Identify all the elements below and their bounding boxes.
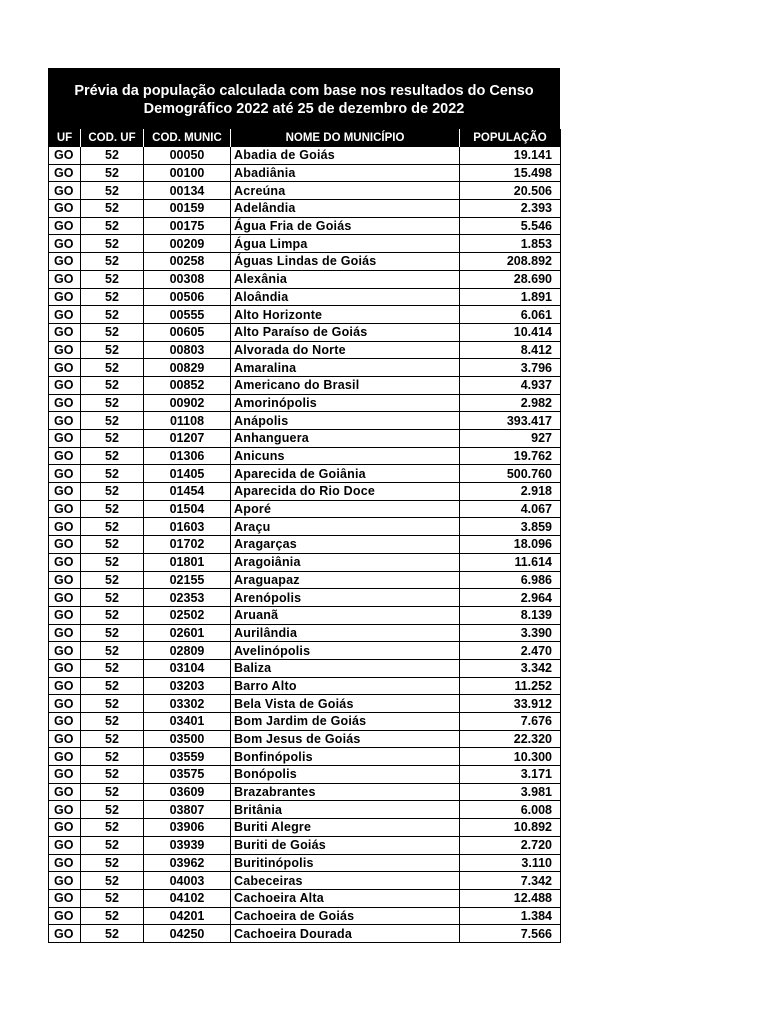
cell-municipio-name: Amorinópolis [231, 394, 460, 412]
cell-uf: GO [49, 659, 81, 677]
table-title [48, 68, 560, 129]
cell-municipio-name: Arenópolis [231, 589, 460, 607]
cell-cod-uf: 52 [81, 730, 144, 748]
cell-cod-uf: 52 [81, 748, 144, 766]
cell-cod-munic: 04003 [144, 872, 231, 890]
cell-municipio-name: Avelinópolis [231, 642, 460, 660]
table-row [49, 465, 561, 483]
header-cod-munic: COD. MUNIC [144, 129, 231, 147]
cell-municipio-name: Aporé [231, 500, 460, 518]
cell-cod-uf: 52 [81, 412, 144, 430]
cell-cod-munic: 00159 [144, 200, 231, 218]
cell-cod-munic: 02502 [144, 606, 231, 624]
cell-cod-uf: 52 [81, 323, 144, 341]
cell-uf: GO [49, 748, 81, 766]
cell-cod-uf: 52 [81, 394, 144, 412]
cell-cod-uf: 52 [81, 465, 144, 483]
cell-uf: GO [49, 677, 81, 695]
cell-uf: GO [49, 394, 81, 412]
cell-uf: GO [49, 341, 81, 359]
cell-municipio-name: Buriti de Goiás [231, 836, 460, 854]
cell-municipio-name: Cabeceiras [231, 872, 460, 890]
table-row [49, 889, 561, 907]
cell-cod-munic: 01207 [144, 430, 231, 448]
cell-cod-munic: 02601 [144, 624, 231, 642]
cell-municipio-name: Americano do Brasil [231, 376, 460, 394]
cell-cod-munic: 03559 [144, 748, 231, 766]
cell-uf: GO [49, 925, 81, 943]
cell-uf: GO [49, 854, 81, 872]
cell-cod-munic: 00902 [144, 394, 231, 412]
cell-cod-uf: 52 [81, 147, 144, 165]
cell-cod-munic: 00852 [144, 376, 231, 394]
table-row [49, 624, 561, 642]
cell-cod-munic: 04102 [144, 889, 231, 907]
cell-populacao: 2.964 [460, 589, 561, 607]
cell-populacao: 10.300 [460, 748, 561, 766]
cell-municipio-name: Britânia [231, 801, 460, 819]
table-row [49, 253, 561, 271]
table-row [49, 430, 561, 448]
cell-cod-uf: 52 [81, 536, 144, 554]
cell-cod-munic: 00829 [144, 359, 231, 377]
table-row [49, 341, 561, 359]
cell-populacao: 22.320 [460, 730, 561, 748]
cell-uf: GO [49, 801, 81, 819]
cell-cod-uf: 52 [81, 217, 144, 235]
cell-cod-munic: 04250 [144, 925, 231, 943]
cell-cod-munic: 00803 [144, 341, 231, 359]
cell-cod-uf: 52 [81, 819, 144, 837]
table-row [49, 695, 561, 713]
cell-cod-munic: 00308 [144, 270, 231, 288]
header-row [49, 129, 561, 147]
table-row [49, 500, 561, 518]
table-row [49, 536, 561, 554]
cell-cod-uf: 52 [81, 341, 144, 359]
cell-cod-munic: 00258 [144, 253, 231, 271]
cell-uf: GO [49, 589, 81, 607]
cell-cod-uf: 52 [81, 783, 144, 801]
cell-cod-uf: 52 [81, 430, 144, 448]
cell-uf: GO [49, 430, 81, 448]
cell-uf: GO [49, 872, 81, 890]
cell-uf: GO [49, 164, 81, 182]
cell-cod-uf: 52 [81, 854, 144, 872]
cell-populacao: 7.566 [460, 925, 561, 943]
cell-populacao: 20.506 [460, 182, 561, 200]
table-row [49, 589, 561, 607]
cell-cod-munic: 03302 [144, 695, 231, 713]
table-row [49, 907, 561, 925]
cell-uf: GO [49, 376, 81, 394]
cell-cod-munic: 01801 [144, 553, 231, 571]
cell-populacao: 3.981 [460, 783, 561, 801]
table-row [49, 819, 561, 837]
table-row [49, 306, 561, 324]
population-table [48, 129, 561, 943]
table-row [49, 376, 561, 394]
cell-cod-uf: 52 [81, 288, 144, 306]
cell-municipio-name: Bonfinópolis [231, 748, 460, 766]
cell-municipio-name: Aruanã [231, 606, 460, 624]
cell-cod-uf: 52 [81, 713, 144, 731]
cell-uf: GO [49, 553, 81, 571]
cell-municipio-name: Aragoiânia [231, 553, 460, 571]
table-row [49, 748, 561, 766]
cell-cod-munic: 00209 [144, 235, 231, 253]
cell-uf: GO [49, 907, 81, 925]
cell-populacao: 2.918 [460, 483, 561, 501]
cell-uf: GO [49, 695, 81, 713]
cell-cod-uf: 52 [81, 359, 144, 377]
cell-cod-uf: 52 [81, 624, 144, 642]
cell-populacao: 7.676 [460, 713, 561, 731]
cell-populacao: 2.393 [460, 200, 561, 218]
cell-populacao: 3.110 [460, 854, 561, 872]
cell-populacao: 8.139 [460, 606, 561, 624]
cell-municipio-name: Brazabrantes [231, 783, 460, 801]
cell-municipio-name: Bonópolis [231, 766, 460, 784]
table-row [49, 872, 561, 890]
table-row [49, 783, 561, 801]
table-row [49, 553, 561, 571]
cell-uf: GO [49, 359, 81, 377]
cell-cod-uf: 52 [81, 553, 144, 571]
cell-uf: GO [49, 200, 81, 218]
cell-cod-munic: 03575 [144, 766, 231, 784]
cell-municipio-name: Águas Lindas de Goiás [231, 253, 460, 271]
cell-uf: GO [49, 447, 81, 465]
cell-uf: GO [49, 571, 81, 589]
cell-cod-uf: 52 [81, 606, 144, 624]
cell-uf: GO [49, 819, 81, 837]
title-line-1: Prévia da população calculada com base nos resultados do Censo [74, 83, 534, 99]
cell-municipio-name: Buritinópolis [231, 854, 460, 872]
cell-populacao: 6.061 [460, 306, 561, 324]
cell-uf: GO [49, 235, 81, 253]
cell-cod-munic: 02155 [144, 571, 231, 589]
table-row [49, 182, 561, 200]
cell-cod-munic: 01454 [144, 483, 231, 501]
cell-populacao: 208.892 [460, 253, 561, 271]
table-row [49, 571, 561, 589]
table-row [49, 801, 561, 819]
cell-municipio-name: Adelândia [231, 200, 460, 218]
title-line-2: Demográfico 2022 até 25 de dezembro de 2022 [143, 101, 465, 117]
table-row [49, 270, 561, 288]
cell-municipio-name: Buriti Alegre [231, 819, 460, 837]
table-row [49, 730, 561, 748]
header-cod-uf: COD. UF [81, 129, 144, 147]
cell-cod-uf: 52 [81, 483, 144, 501]
cell-populacao: 28.690 [460, 270, 561, 288]
cell-municipio-name: Aparecida do Rio Doce [231, 483, 460, 501]
cell-cod-uf: 52 [81, 925, 144, 943]
cell-cod-uf: 52 [81, 677, 144, 695]
cell-municipio-name: Anápolis [231, 412, 460, 430]
cell-populacao: 10.414 [460, 323, 561, 341]
cell-cod-uf: 52 [81, 836, 144, 854]
cell-cod-uf: 52 [81, 182, 144, 200]
cell-cod-munic: 03906 [144, 819, 231, 837]
cell-municipio-name: Barro Alto [231, 677, 460, 695]
table-row [49, 217, 561, 235]
cell-cod-munic: 03807 [144, 801, 231, 819]
cell-populacao: 2.470 [460, 642, 561, 660]
cell-municipio-name: Anicuns [231, 447, 460, 465]
cell-municipio-name: Alvorada do Norte [231, 341, 460, 359]
cell-municipio-name: Aparecida de Goiânia [231, 465, 460, 483]
cell-uf: GO [49, 270, 81, 288]
table-row [49, 677, 561, 695]
cell-cod-munic: 01306 [144, 447, 231, 465]
cell-cod-munic: 01405 [144, 465, 231, 483]
table-row [49, 288, 561, 306]
cell-populacao: 7.342 [460, 872, 561, 890]
cell-populacao: 2.720 [460, 836, 561, 854]
cell-cod-munic: 01504 [144, 500, 231, 518]
cell-populacao: 5.546 [460, 217, 561, 235]
cell-cod-uf: 52 [81, 200, 144, 218]
cell-cod-munic: 02809 [144, 642, 231, 660]
cell-cod-uf: 52 [81, 376, 144, 394]
cell-cod-uf: 52 [81, 518, 144, 536]
cell-cod-munic: 00605 [144, 323, 231, 341]
cell-uf: GO [49, 624, 81, 642]
cell-populacao: 3.171 [460, 766, 561, 784]
cell-municipio-name: Bela Vista de Goiás [231, 695, 460, 713]
cell-populacao: 15.498 [460, 164, 561, 182]
cell-cod-munic: 03401 [144, 713, 231, 731]
cell-cod-uf: 52 [81, 164, 144, 182]
cell-municipio-name: Alexânia [231, 270, 460, 288]
cell-populacao: 18.096 [460, 536, 561, 554]
cell-uf: GO [49, 783, 81, 801]
cell-cod-munic: 00100 [144, 164, 231, 182]
cell-cod-uf: 52 [81, 889, 144, 907]
cell-cod-uf: 52 [81, 571, 144, 589]
table-row [49, 323, 561, 341]
table-row [49, 766, 561, 784]
cell-municipio-name: Cachoeira Dourada [231, 925, 460, 943]
header-populacao: POPULAÇÃO [460, 129, 561, 147]
cell-populacao: 19.141 [460, 147, 561, 165]
cell-uf: GO [49, 323, 81, 341]
table-row [49, 713, 561, 731]
cell-municipio-name: Aurilândia [231, 624, 460, 642]
cell-populacao: 12.488 [460, 889, 561, 907]
table-row [49, 394, 561, 412]
cell-cod-munic: 00134 [144, 182, 231, 200]
table-row [49, 412, 561, 430]
cell-populacao: 33.912 [460, 695, 561, 713]
cell-cod-uf: 52 [81, 872, 144, 890]
cell-cod-uf: 52 [81, 447, 144, 465]
cell-cod-munic: 01603 [144, 518, 231, 536]
cell-uf: GO [49, 606, 81, 624]
table-row [49, 359, 561, 377]
cell-cod-uf: 52 [81, 589, 144, 607]
table-row [49, 854, 561, 872]
cell-populacao: 11.614 [460, 553, 561, 571]
cell-municipio-name: Água Fria de Goiás [231, 217, 460, 235]
cell-municipio-name: Baliza [231, 659, 460, 677]
table-row [49, 447, 561, 465]
cell-uf: GO [49, 642, 81, 660]
cell-populacao: 3.390 [460, 624, 561, 642]
cell-municipio-name: Alto Horizonte [231, 306, 460, 324]
cell-cod-uf: 52 [81, 253, 144, 271]
cell-uf: GO [49, 766, 81, 784]
table-row [49, 925, 561, 943]
cell-populacao: 1.853 [460, 235, 561, 253]
cell-populacao: 3.342 [460, 659, 561, 677]
cell-uf: GO [49, 253, 81, 271]
cell-cod-uf: 52 [81, 270, 144, 288]
table-row [49, 483, 561, 501]
cell-municipio-name: Bom Jesus de Goiás [231, 730, 460, 748]
cell-municipio-name: Araçu [231, 518, 460, 536]
cell-populacao: 6.986 [460, 571, 561, 589]
cell-cod-munic: 00050 [144, 147, 231, 165]
cell-cod-munic: 00506 [144, 288, 231, 306]
table-row [49, 164, 561, 182]
cell-uf: GO [49, 147, 81, 165]
cell-populacao: 1.384 [460, 907, 561, 925]
cell-populacao: 8.412 [460, 341, 561, 359]
cell-cod-uf: 52 [81, 766, 144, 784]
cell-cod-munic: 03203 [144, 677, 231, 695]
cell-uf: GO [49, 217, 81, 235]
cell-populacao: 10.892 [460, 819, 561, 837]
cell-municipio-name: Abadiânia [231, 164, 460, 182]
cell-municipio-name: Acreúna [231, 182, 460, 200]
cell-municipio-name: Água Limpa [231, 235, 460, 253]
cell-cod-munic: 03500 [144, 730, 231, 748]
cell-uf: GO [49, 713, 81, 731]
cell-cod-uf: 52 [81, 695, 144, 713]
cell-uf: GO [49, 182, 81, 200]
cell-cod-munic: 01702 [144, 536, 231, 554]
cell-municipio-name: Cachoeira de Goiás [231, 907, 460, 925]
population-table-sheet [48, 68, 560, 943]
cell-municipio-name: Amaralina [231, 359, 460, 377]
cell-cod-uf: 52 [81, 801, 144, 819]
cell-uf: GO [49, 730, 81, 748]
cell-populacao: 393.417 [460, 412, 561, 430]
cell-cod-munic: 03104 [144, 659, 231, 677]
cell-municipio-name: Aloândia [231, 288, 460, 306]
cell-cod-munic: 03962 [144, 854, 231, 872]
cell-cod-uf: 52 [81, 642, 144, 660]
cell-uf: GO [49, 536, 81, 554]
cell-populacao: 11.252 [460, 677, 561, 695]
table-row [49, 836, 561, 854]
cell-municipio-name: Araguapaz [231, 571, 460, 589]
table-body [49, 147, 561, 943]
cell-uf: GO [49, 483, 81, 501]
cell-cod-munic: 00175 [144, 217, 231, 235]
table-row [49, 200, 561, 218]
cell-uf: GO [49, 288, 81, 306]
cell-cod-munic: 03939 [144, 836, 231, 854]
cell-populacao: 6.008 [460, 801, 561, 819]
cell-municipio-name: Bom Jardim de Goiás [231, 713, 460, 731]
table-row [49, 235, 561, 253]
cell-populacao: 500.760 [460, 465, 561, 483]
cell-cod-munic: 04201 [144, 907, 231, 925]
cell-cod-uf: 52 [81, 306, 144, 324]
table-row [49, 518, 561, 536]
cell-populacao: 3.859 [460, 518, 561, 536]
table-row [49, 659, 561, 677]
cell-cod-uf: 52 [81, 659, 144, 677]
cell-populacao: 4.937 [460, 376, 561, 394]
cell-municipio-name: Cachoeira Alta [231, 889, 460, 907]
header-nome-municipio: NOME DO MUNICÍPIO [231, 129, 460, 147]
cell-cod-munic: 00555 [144, 306, 231, 324]
table-row [49, 606, 561, 624]
cell-municipio-name: Abadia de Goiás [231, 147, 460, 165]
header-uf: UF [49, 129, 81, 147]
cell-municipio-name: Alto Paraíso de Goiás [231, 323, 460, 341]
cell-uf: GO [49, 889, 81, 907]
cell-cod-munic: 02353 [144, 589, 231, 607]
cell-uf: GO [49, 518, 81, 536]
cell-populacao: 1.891 [460, 288, 561, 306]
cell-cod-munic: 01108 [144, 412, 231, 430]
cell-cod-uf: 52 [81, 235, 144, 253]
cell-uf: GO [49, 306, 81, 324]
cell-cod-uf: 52 [81, 907, 144, 925]
cell-municipio-name: Anhanguera [231, 430, 460, 448]
cell-populacao: 3.796 [460, 359, 561, 377]
table-row [49, 642, 561, 660]
cell-populacao: 19.762 [460, 447, 561, 465]
cell-uf: GO [49, 465, 81, 483]
cell-cod-uf: 52 [81, 500, 144, 518]
cell-cod-munic: 03609 [144, 783, 231, 801]
table-row [49, 147, 561, 165]
cell-populacao: 927 [460, 430, 561, 448]
cell-uf: GO [49, 500, 81, 518]
cell-populacao: 2.982 [460, 394, 561, 412]
cell-uf: GO [49, 412, 81, 430]
cell-municipio-name: Aragarças [231, 536, 460, 554]
cell-populacao: 4.067 [460, 500, 561, 518]
cell-uf: GO [49, 836, 81, 854]
